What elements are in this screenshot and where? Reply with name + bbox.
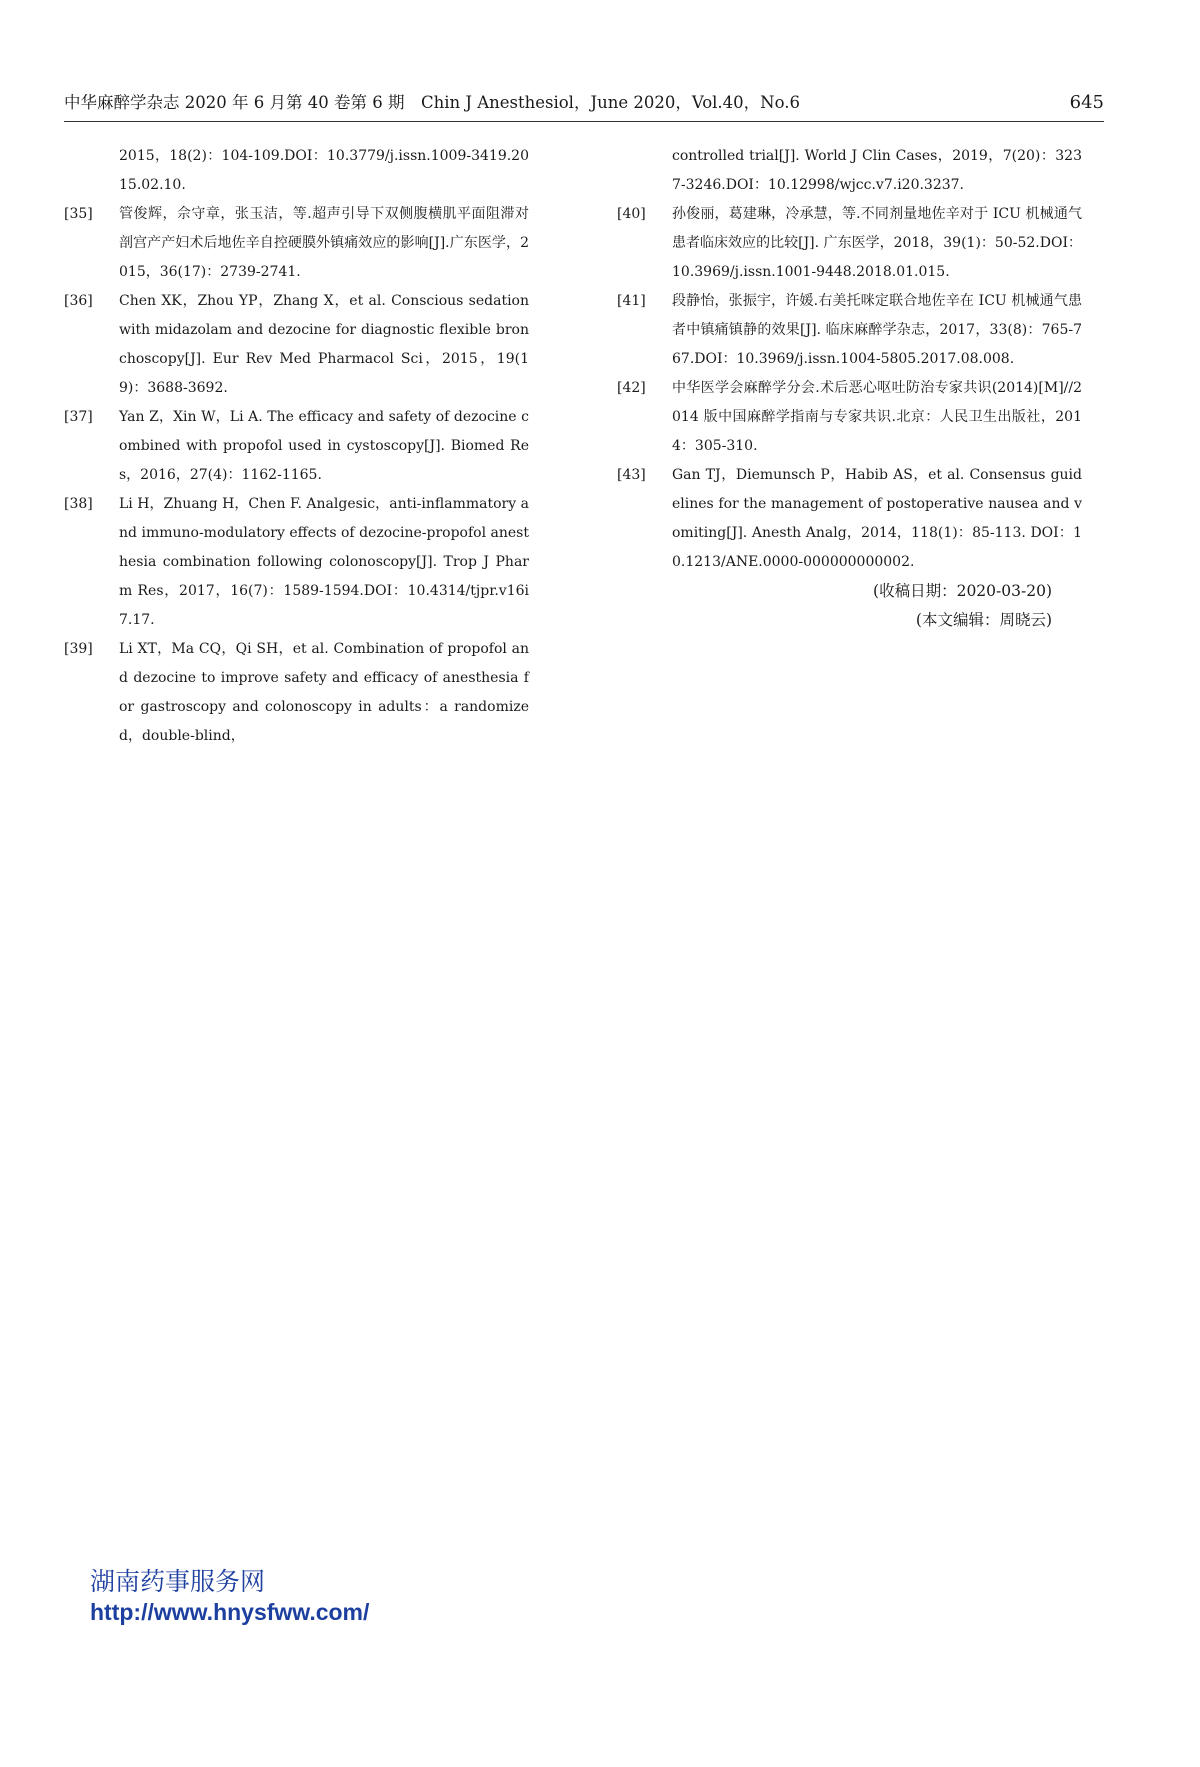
article-editor: (本文编辑：周晓云) (915, 611, 1052, 629)
reference-number: [37] (64, 409, 93, 425)
reference-text: Li H，Zhuang H，Chen F. Analgesic，anti-inflammatory and immuno-modulatory effects of dezocine-propofol anesthesia combination following colonoscopy[J]. Trop J Pharm Res，2017，16(7)：1589-1594.DOI：10.4314/tjpr.v16i7.17. (119, 496, 529, 628)
left-column-references (64, 142, 529, 751)
reference-number: [36] (64, 293, 93, 309)
website-watermark (90, 1567, 369, 1627)
reference-text: 段静怡，张振宇，许媛.右美托咪定联合地佐辛在 ICU 机械通气患者中镇痛镇静的效果[J]. 临床麻醉学杂志，2017，33(8)：765-767.DOI：10.3969/j.issn.1004-5805.2017.08.008. (672, 293, 1082, 367)
reference-text: 中华医学会麻醉学分会.术后恶心呕吐防治专家共识(2014)[M]//2014 版中国麻醉学指南与专家共识.北京：人民卫生出版社，2014：305-310. (672, 380, 1082, 454)
reference-text: Li XT，Ma CQ，Qi SH，et al. Combination of propofol and dezocine to improve safety and efficacy of anesthesia for gastroscopy and colonoscopy in adults：a randomized，double-blind， (119, 641, 529, 744)
reference-number: [42] (617, 380, 646, 396)
reference-number: [43] (617, 467, 646, 483)
reference-37 (64, 403, 529, 490)
reference-number: [35] (64, 206, 93, 222)
running-header (64, 88, 1104, 118)
reference-number: [39] (64, 641, 93, 657)
reference-39-continued (617, 142, 1082, 200)
reference-41 (617, 287, 1082, 374)
reference-text: Yan Z，Xin W，Li A. The efficacy and safety of dezocine combined with propofol used in cystoscopy[J]. Biomed Res，2016，27(4)：1162-1165. (119, 409, 529, 483)
reference-text: controlled trial[J]. World J Clin Cases，2019，7(20)：3237-3246.DOI：10.12998/wjcc.v7.i20.3237. (672, 148, 1082, 193)
reference-43 (617, 461, 1082, 577)
journal-citation-line: 中华麻醉学杂志 2020 年 6 月第 40 卷第 6 期 Chin J Anesthesiol，June 2020，Vol.40，No.6 (64, 93, 800, 112)
reference-34-continued (64, 142, 529, 200)
received-date: (收稿日期：2020-03-20) (873, 582, 1052, 600)
reference-text: 2015，18(2)：104-109.DOI：10.3779/j.issn.1009-3419.2015.02.10. (119, 148, 529, 193)
reference-39 (64, 635, 529, 751)
reference-text: 管俊辉，佘守章，张玉洁，等.超声引导下双侧腹横肌平面阻滞对剖宫产产妇术后地佐辛自控硬膜外镇痛效应的影响[J].广东医学，2015，36(17)：2739-2741. (119, 206, 529, 280)
reference-40 (617, 200, 1082, 287)
reference-number: [40] (617, 206, 646, 222)
watermark-site-name: 湖南药事服务网 (90, 1567, 266, 1596)
right-column-references (617, 142, 1082, 635)
reference-number: [38] (64, 496, 93, 512)
page-number: 645 (1069, 92, 1104, 113)
watermark-url-link[interactable]: http://www.hnysfww.com/ (90, 1599, 370, 1625)
reference-36 (64, 287, 529, 403)
reference-text: 孙俊丽，葛建琳，冷承慧，等.不同剂量地佐辛对于 ICU 机械通气患者临床效应的比较[J]. 广东医学，2018，39(1)：50-52.DOI：10.3969/j.issn.1001-9448.2018.01.015. (672, 206, 1082, 280)
reference-42 (617, 374, 1082, 461)
reference-text: Gan TJ，Diemunsch P，Habib AS，et al. Consensus guidelines for the management of postoperative nausea and vomiting[J]. Anesth Analg，2014，118(1)：85-113. DOI：10.1213/ANE.0000-000000000002. (672, 467, 1082, 570)
reference-number: [41] (617, 293, 646, 309)
reference-35 (64, 200, 529, 287)
header-rule (64, 121, 1104, 122)
reference-text: Chen XK，Zhou YP，Zhang X，et al. Conscious sedation with midazolam and dezocine for diagnostic flexible bronchoscopy[J]. Eur Rev Med Pharmacol Sci，2015，19(19)：3688-3692. (119, 293, 529, 396)
reference-38 (64, 490, 529, 635)
